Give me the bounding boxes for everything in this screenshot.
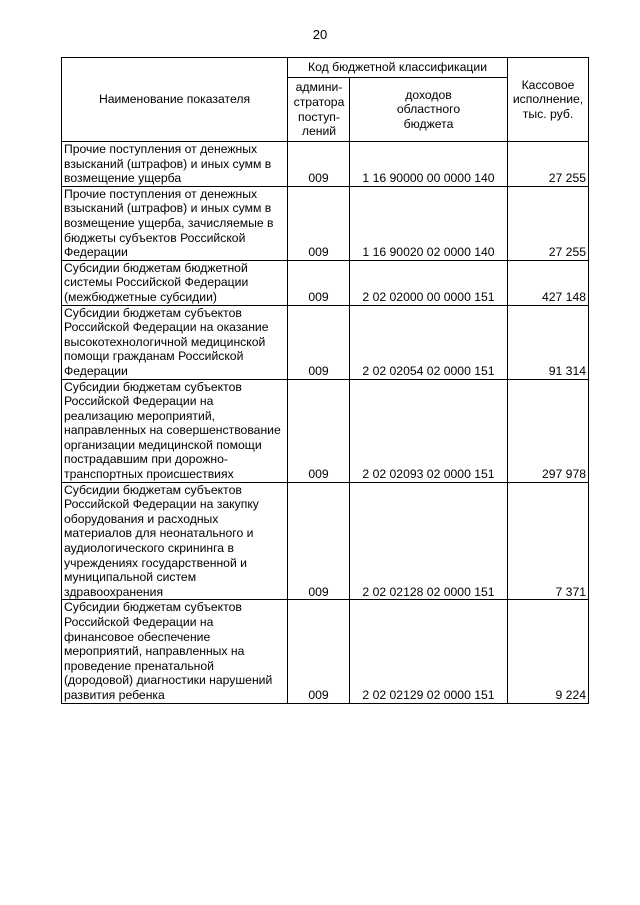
indicator-name-cell: Прочие поступления от денежных взысканий (штрафов) и иных сумм в возмещение ущерба, зачисляемые в бюджеты субъектов Российской Федерации xyxy=(62,186,288,260)
income-code-cell: 2 02 02054 02 0000 151 xyxy=(350,305,508,379)
income-code-cell: 2 02 02129 02 0000 151 xyxy=(350,600,508,703)
table-row xyxy=(62,305,589,379)
budget-table xyxy=(61,57,589,704)
indicator-name-cell: Субсидии бюджетам субъектов Российской Федерации на закупку оборудования и расходных материалов для неонатального и аудиологического скрининга в учреждениях государственной и муниципальной систем здравоохранения xyxy=(62,482,288,600)
indicator-name-cell: Субсидии бюджетам бюджетной системы Российской Федерации (межбюджетные субсидии) xyxy=(62,260,288,305)
table-row xyxy=(62,142,589,187)
header-income-text: доходов областного бюджета xyxy=(396,87,461,131)
table-row xyxy=(62,482,589,600)
income-code-cell: 2 02 02093 02 0000 151 xyxy=(350,379,508,482)
execution-amount-cell: 27 255 xyxy=(508,142,589,187)
execution-amount-cell: 297 978 xyxy=(508,379,589,482)
execution-amount-cell: 27 255 xyxy=(508,186,589,260)
header-execution-text: Кассовое исполнение, тыс. руб. xyxy=(512,77,584,121)
admin-code-cell: 009 xyxy=(288,305,350,379)
page-number: 20 xyxy=(312,27,328,42)
income-code-cell: 1 16 90000 00 0000 140 xyxy=(350,142,508,187)
table-header xyxy=(62,58,589,142)
header-name: Наименование показателя xyxy=(62,58,288,142)
income-code-cell: 2 02 02000 00 0000 151 xyxy=(350,260,508,305)
header-income xyxy=(350,78,508,142)
table-body xyxy=(62,142,589,704)
admin-code-cell: 009 xyxy=(288,600,350,703)
table-row xyxy=(62,260,589,305)
income-code-cell: 2 02 02128 02 0000 151 xyxy=(350,482,508,600)
indicator-name-cell: Прочие поступления от денежных взысканий (штрафов) и иных сумм в возмещение ущерба xyxy=(62,142,288,187)
execution-amount-cell: 7 371 xyxy=(508,482,589,600)
execution-amount-cell: 91 314 xyxy=(508,305,589,379)
indicator-name-cell: Субсидии бюджетам субъектов Российской Федерации на реализацию мероприятий, направленных на совершенствование организации медицинской помощи пострадавшим при дорожно-транспортных происшествиях xyxy=(62,379,288,482)
header-admin-text: админи- стратора поступ- лений xyxy=(293,80,345,139)
table-row xyxy=(62,600,589,703)
admin-code-cell: 009 xyxy=(288,142,350,187)
execution-amount-cell: 427 148 xyxy=(508,260,589,305)
income-code-cell: 1 16 90020 02 0000 140 xyxy=(350,186,508,260)
indicator-name-cell: Субсидии бюджетам субъектов Российской Федерации на финансовое обеспечение мероприятий, направленных на проведение пренатальной (дородовой) диагностики нарушений развития ребенка xyxy=(62,600,288,703)
table-row xyxy=(62,186,589,260)
admin-code-cell: 009 xyxy=(288,482,350,600)
table-row xyxy=(62,379,589,482)
execution-amount-cell: 9 224 xyxy=(508,600,589,703)
admin-code-cell: 009 xyxy=(288,186,350,260)
header-admin xyxy=(288,78,350,142)
admin-code-cell: 009 xyxy=(288,260,350,305)
admin-code-cell: 009 xyxy=(288,379,350,482)
header-execution xyxy=(508,58,589,142)
indicator-name-cell: Субсидии бюджетам субъектов Российской Федерации на оказание высокотехнологичной медицинской помощи гражданам Российской Федерации xyxy=(62,305,288,379)
header-code-group: Код бюджетной классификации xyxy=(288,58,508,78)
